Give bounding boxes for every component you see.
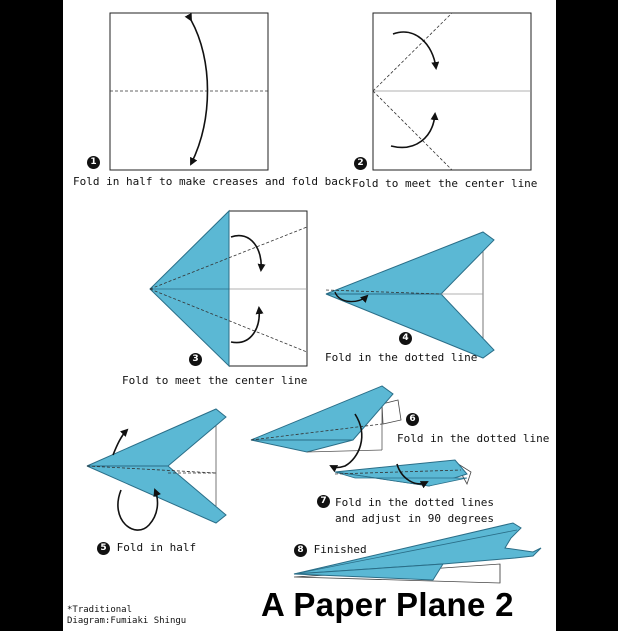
diagram-title: A Paper Plane 2 [261,586,514,623]
step-3-caption: Fold to meet the center line [122,374,308,387]
step-5-caption: Fold in half [116,541,197,554]
step-5-label [97,541,196,555]
step-6-caption: Fold in the dotted line [397,432,550,445]
diagram-art [63,0,556,631]
step-2-figure [373,13,531,170]
step-4-caption: Fold in the dotted line [325,351,478,364]
diagram-sheet [63,0,556,631]
step-2-caption: Fold to meet the center line [352,177,538,190]
step-2-number: 2 [354,157,367,170]
step-1-caption: Fold in half to make creases and fold back [73,175,352,188]
credit-line-1: *Traditional [67,605,133,615]
step-8-caption: Finished [313,543,367,556]
step-7-caption-line2: and adjust in 90 degrees [335,512,494,525]
step-8-label [294,543,367,557]
step-7-figure [335,460,471,486]
step-7-caption-line1: Fold in the dotted lines [335,496,494,509]
step-7-number: 7 [317,495,330,508]
step-6-figure [251,386,401,468]
step-5-figure [87,409,226,530]
step-6-number: 6 [406,413,419,426]
step-5-number: 5 [97,542,110,555]
step-1-number: 1 [87,156,100,169]
step-3-figure [150,211,307,366]
credit-line-2: Diagram:Fumiaki Shingu [67,616,187,626]
credit-text [67,605,186,627]
step-4-number: 4 [399,332,412,345]
step-1-figure [110,13,268,170]
step-3-number: 3 [189,353,202,366]
step-8-number: 8 [294,544,307,557]
